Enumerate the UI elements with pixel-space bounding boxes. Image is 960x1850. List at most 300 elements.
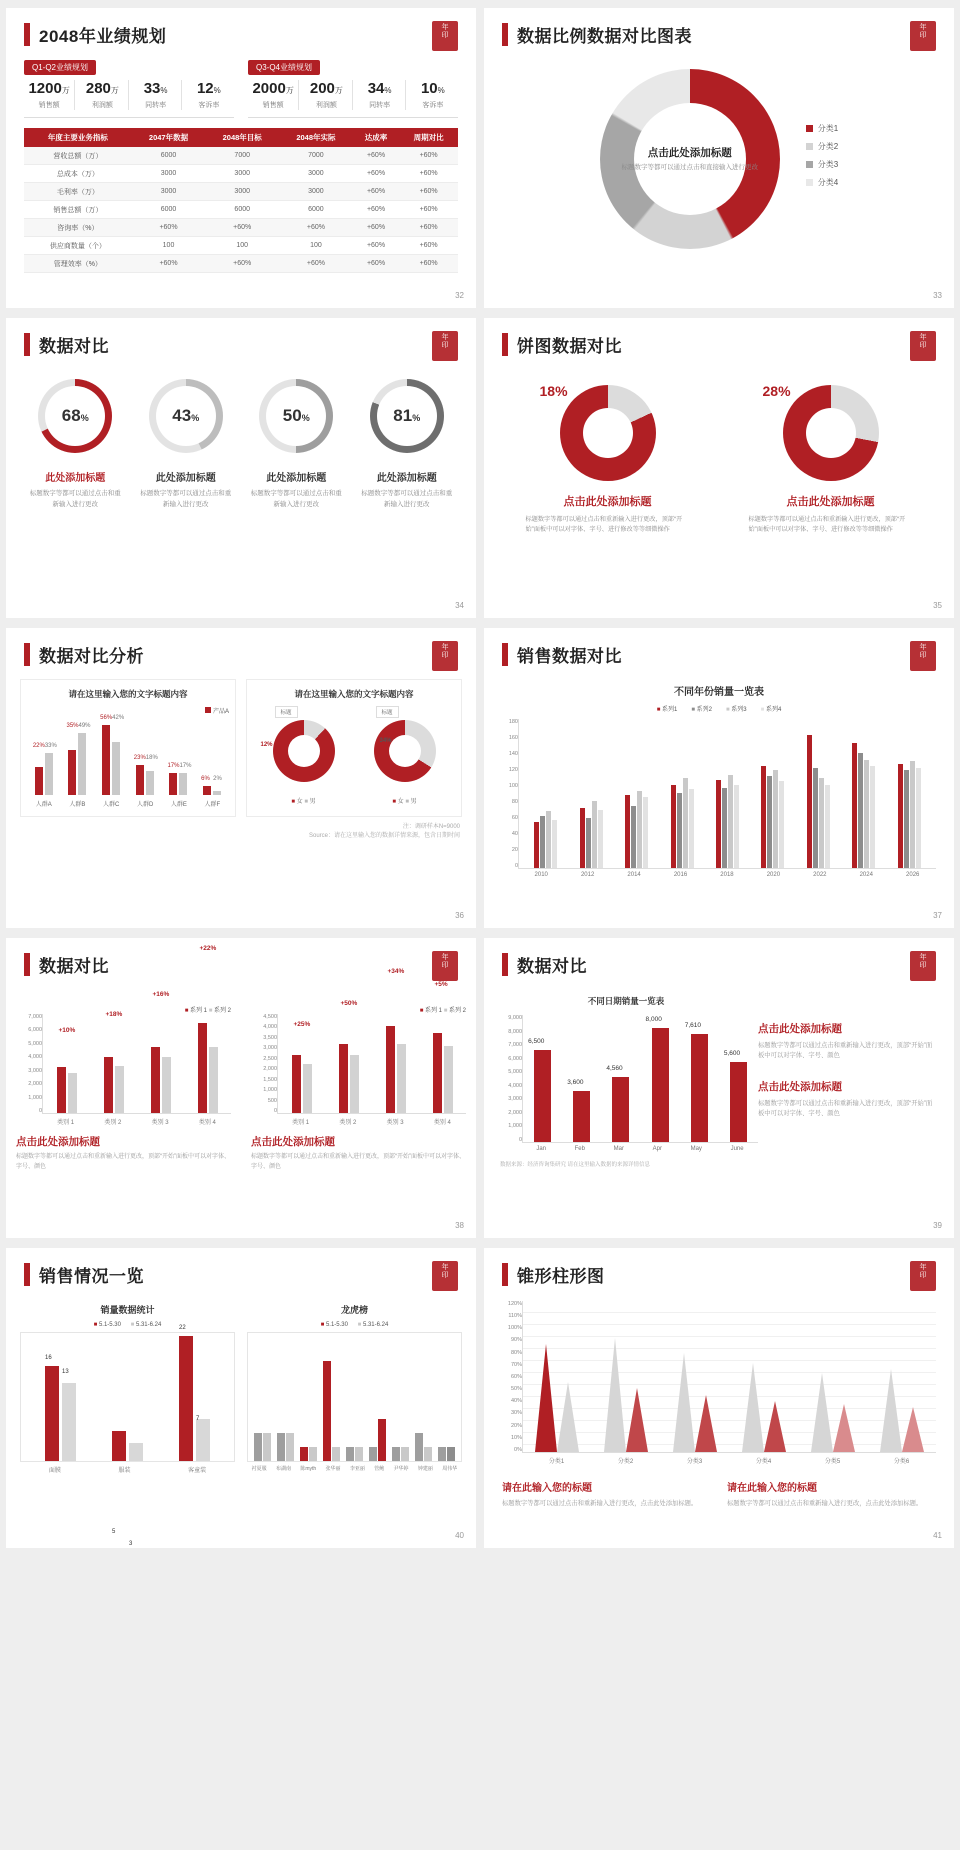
table-cell: 7000	[205, 147, 279, 165]
legend-item: ■ 系列 1	[184, 1008, 208, 1014]
axis-tick-label: 5,000	[28, 1040, 42, 1047]
axis-tick-label: 2,000	[28, 1081, 42, 1088]
bar	[904, 770, 909, 868]
bar-value-label: 17%	[167, 763, 180, 769]
kpi-label: 同转率	[369, 102, 391, 109]
bar-group	[57, 1027, 77, 1113]
donut-callout-label: 标题	[376, 706, 399, 718]
page-number: 41	[933, 1531, 942, 1540]
plot-area	[522, 1301, 936, 1453]
table-row	[24, 201, 458, 219]
axis-tick-label: 分类3	[686, 1459, 703, 1465]
page-title: 数据对比	[39, 337, 109, 356]
page-number: 38	[455, 1221, 464, 1230]
bar	[433, 1033, 442, 1113]
page-number: 32	[455, 291, 464, 300]
axis-tick-label: 4,000	[263, 1024, 277, 1031]
bar	[68, 1073, 77, 1113]
cone-bar	[535, 1344, 557, 1452]
bar	[129, 1443, 143, 1461]
donut-callout-label: 标题	[275, 706, 298, 718]
right-chart-block	[241, 968, 476, 1172]
legend-label: 女	[296, 799, 303, 805]
bar	[179, 773, 187, 795]
axis-tick-label: 1,000	[263, 1087, 277, 1094]
chart-title: 龙虎榜	[340, 1305, 368, 1315]
legend-item: ■ 5.1-5.30	[320, 1322, 348, 1328]
axis-tick-label: 面膜	[48, 1468, 61, 1474]
gauge-chart	[38, 379, 112, 453]
kpi-unit: 万	[334, 86, 343, 95]
bar	[734, 785, 739, 868]
page-title: 数据对比分析	[39, 647, 144, 666]
gauge-unit: %	[412, 413, 421, 423]
table-cell: 3000	[279, 183, 353, 201]
bar	[898, 764, 903, 868]
donut-ring	[560, 385, 656, 481]
bar	[350, 1055, 359, 1113]
donut-value-label: 34%	[379, 738, 392, 744]
axis-tick-label: 人群D	[136, 802, 154, 808]
axis-tick-label: 20	[511, 847, 518, 853]
kpi-row	[248, 75, 458, 118]
donut-ring	[374, 720, 436, 782]
bar-group	[66, 723, 91, 795]
bar	[332, 1447, 340, 1461]
axis-tick-label: 尹华婷	[393, 1466, 409, 1472]
bar	[179, 1336, 193, 1461]
page-title: 锥形柱形图	[517, 1267, 605, 1286]
kpi-unit: %	[213, 86, 221, 95]
axis-tick-label: 0	[273, 1107, 277, 1114]
bar	[552, 820, 557, 868]
donut-desc: 标题数字等都可以通过点击和重新输入进行更改，顶部“开始”面板中可以对字体、字号、进行修改等等细微操作	[748, 516, 906, 533]
axis-tick-label: 3,000	[508, 1096, 522, 1103]
page-title: 数据对比	[517, 957, 587, 976]
legend-item	[806, 141, 838, 152]
table-cell: 3000	[279, 165, 353, 183]
seal-icon: 年 印	[432, 641, 458, 671]
donut-center-title: 点击此处添加标题	[647, 147, 732, 159]
bar-value-label: 22%	[32, 743, 45, 749]
bar	[286, 1433, 294, 1461]
bar	[115, 1066, 124, 1113]
axis-tick-label: Jan	[536, 1146, 546, 1152]
legend-label: 系列2	[696, 707, 712, 713]
kpi-value: 2000	[252, 80, 286, 97]
bar-group	[346, 1447, 363, 1461]
bar	[397, 1044, 406, 1113]
axis-tick-label: 分类6	[893, 1459, 910, 1465]
x-axis	[494, 1146, 758, 1152]
bar-group	[201, 776, 222, 795]
footnote-source: Source：请在这里输入您的数据详情来源，包含日期时间	[308, 833, 460, 839]
cone-bar	[626, 1388, 648, 1452]
donut-heading: 点击此处添加标题	[563, 496, 652, 508]
bar	[196, 1419, 210, 1461]
block-desc: 标题数字等都可以通过点击和重新输入进行更改，点击此处添加标题。	[727, 1500, 923, 1507]
donut-chart	[374, 710, 436, 782]
table-cell: 6000	[132, 201, 206, 219]
growth-label: +10%	[58, 1027, 76, 1034]
slide-header	[6, 8, 476, 47]
bar-group: 5 3	[112, 1431, 143, 1461]
table-cell: +60%	[353, 183, 399, 201]
gauge-number: 50	[282, 406, 302, 425]
page-number: 37	[933, 911, 942, 920]
bar-group	[438, 1447, 455, 1461]
donut-percent-label: 18%	[539, 383, 568, 399]
bar	[716, 780, 721, 868]
seal-icon: 年 印	[910, 641, 936, 671]
legend-item	[27, 706, 229, 715]
axis-tick-label: 100%	[507, 1325, 522, 1332]
donut-item	[741, 369, 921, 535]
axis-tick-label: 类别 4	[198, 1120, 216, 1126]
bar	[671, 785, 676, 868]
gauge-heading: 此处添加标题	[155, 473, 216, 484]
bar-chart	[494, 1015, 758, 1143]
gauge-hole	[377, 386, 437, 446]
donut-chart	[260, 710, 335, 782]
donut-heading: 点击此处添加标题	[786, 496, 875, 508]
page-number: 34	[455, 601, 464, 610]
axis-tick-label: 1,500	[263, 1076, 277, 1083]
legend-item	[806, 159, 838, 170]
bar	[773, 770, 778, 868]
donut-center-text	[615, 145, 765, 173]
y-axis	[16, 1014, 42, 1114]
bar	[339, 1044, 348, 1113]
axis-tick-label: 0	[38, 1107, 42, 1114]
legend-swatch-icon	[205, 707, 211, 713]
title-accent-bar	[24, 643, 30, 666]
bar	[378, 1419, 386, 1461]
bar-chart-card	[20, 679, 236, 817]
axis-tick-label: 4,500	[263, 1014, 277, 1020]
bar-value-label: 23%	[133, 755, 146, 761]
donut-chart	[560, 385, 656, 481]
growth-label: +25%	[293, 1021, 311, 1028]
bar-group	[415, 1433, 432, 1461]
bar	[68, 750, 76, 795]
slide-37	[484, 628, 954, 928]
bar	[263, 1433, 271, 1461]
cone-group	[673, 1353, 717, 1452]
legend-item	[806, 177, 838, 188]
slide-33	[484, 8, 954, 308]
axis-tick-label: 4,000	[508, 1082, 522, 1089]
axis-tick-label: 180	[508, 719, 518, 725]
bar	[447, 1447, 455, 1461]
seal-icon: 年 印	[910, 1261, 936, 1291]
bar	[45, 753, 53, 795]
bar	[151, 1047, 160, 1113]
x-axis	[16, 1117, 231, 1126]
bar	[62, 1383, 76, 1461]
kpi-unit: 万	[61, 86, 70, 95]
growth-label: +16%	[152, 991, 170, 998]
table-cell: +60%	[205, 255, 279, 273]
bar-value-label: 6%	[201, 776, 210, 782]
bar	[323, 1361, 331, 1461]
block-heading: 点击此处添加标题	[758, 1023, 842, 1035]
bar	[112, 1431, 126, 1461]
gauge-desc: 标题数字等都可以通过点击和重新输入进行更改	[250, 490, 342, 508]
bar	[386, 1026, 395, 1113]
kpi-unit: 万	[110, 86, 119, 95]
page-title: 数据比例数据对比图表	[517, 27, 692, 46]
donut-pair	[253, 706, 455, 796]
x-axis	[247, 1465, 462, 1472]
bar	[819, 778, 824, 868]
table-cell: +60%	[353, 219, 399, 237]
bar-group	[534, 811, 557, 868]
gauge-heading: 此处添加标题	[45, 473, 106, 484]
table-cell: 3000	[205, 183, 279, 201]
bar	[162, 1057, 171, 1113]
cone-group	[880, 1369, 924, 1452]
axis-tick-label: 2022	[813, 872, 827, 878]
cone-group	[535, 1344, 579, 1452]
axis-tick-label: 110%	[508, 1313, 522, 1320]
legend-label: 系列 2	[448, 1008, 466, 1014]
axis-tick-label: 分类2	[617, 1459, 634, 1465]
bar-group	[645, 1016, 669, 1142]
axis-tick-label: 管鲍	[374, 1466, 385, 1472]
axis-tick-label: Mar	[613, 1146, 624, 1152]
bar-group	[32, 743, 57, 795]
gauge-unit: %	[301, 413, 310, 423]
axis-tick-label: 陈myth	[300, 1466, 317, 1472]
kpi-value: 10	[420, 80, 438, 97]
axis-tick-label: 2018	[720, 872, 734, 878]
legend-item: ■ 系列1	[656, 707, 678, 713]
bar-group	[606, 1065, 629, 1142]
page-title: 销售数据对比	[517, 647, 622, 666]
axis-tick-label: 10%	[510, 1434, 522, 1441]
legend-label: 女	[397, 799, 404, 805]
block-desc: 标题数字等都可以通过点击和重新输入进行更改，顶部“开始”面板中可以对字体、字号、颜色	[16, 1154, 230, 1170]
bar-value-label: 8,000	[645, 1016, 662, 1023]
left-chart-block	[20, 1303, 235, 1547]
page-number: 33	[933, 291, 942, 300]
table-header-cell: 年度主要业务指标	[24, 128, 132, 147]
bar	[292, 1055, 301, 1113]
donut-row	[484, 357, 954, 535]
table-cell: 营收总额（万）	[24, 147, 132, 165]
table-cell: 7000	[279, 147, 353, 165]
bar	[825, 785, 830, 868]
kpi-cell	[408, 80, 458, 110]
axis-tick-label: 服装	[118, 1468, 131, 1474]
axis-tick-label: 类别 1	[292, 1120, 310, 1126]
bar-group	[684, 1022, 708, 1142]
legend-item: ■ 系列 2	[208, 1008, 231, 1014]
slide-header	[6, 938, 476, 977]
table-cell: 3000	[205, 165, 279, 183]
bar-group	[151, 991, 171, 1113]
block-desc: 标题数字等都可以通过点击和重新输入进行更改，顶部“开始”面板中可以对字体、字号、颜色	[251, 1154, 465, 1170]
legend-item: ■ 女 ■ 男	[291, 799, 316, 805]
table-cell: 100	[205, 237, 279, 255]
kpi-section	[6, 47, 476, 118]
axis-tick-label: 30%	[510, 1410, 522, 1417]
slide-header	[484, 8, 954, 47]
donut-value-label: 12%	[260, 742, 273, 748]
bar	[540, 816, 545, 868]
bar-group	[300, 1447, 317, 1461]
chart-footnote: 数据来源：经济咨询集研究 请在这里输入数据的来源详情信息	[500, 1162, 651, 1168]
chart-legend	[806, 123, 838, 195]
bar	[546, 811, 551, 868]
seal-icon: 年 印	[910, 21, 936, 51]
kpi-tag: Q1-Q2业绩规划	[24, 60, 96, 75]
growth-label: +34%	[387, 968, 405, 975]
bar	[573, 1091, 590, 1142]
axis-tick-label: 2024	[859, 872, 873, 878]
footnote-sample: 注：调研样本N=9000	[402, 824, 460, 830]
table-cell: 咨询率（%）	[24, 219, 132, 237]
axis-tick-label: 类别 4	[433, 1120, 451, 1126]
title-accent-bar	[24, 953, 30, 976]
table-cell: +60%	[353, 255, 399, 273]
bar-group	[339, 1000, 359, 1113]
axis-tick-label: 人群B	[69, 802, 86, 808]
table-cell: +60%	[353, 201, 399, 219]
bar-value-label: 4,560	[606, 1065, 623, 1072]
seal-icon: 年 印	[910, 951, 936, 981]
gauge-heading: 此处添加标题	[376, 473, 437, 484]
axis-tick-label: 500	[267, 1097, 277, 1104]
table-cell: +60%	[132, 219, 206, 237]
axis-tick-label: 1,000	[508, 1123, 522, 1130]
table-cell: +60%	[399, 255, 458, 273]
bar	[625, 795, 630, 868]
axis-tick-label: 80	[511, 799, 518, 805]
legend-item: ■ 系列 1	[419, 1008, 443, 1014]
bar-group	[277, 1433, 294, 1461]
cone-bar	[695, 1395, 717, 1452]
block-heading: 请在此输入您的标题	[502, 1483, 592, 1494]
bar-value-label: 49%	[78, 723, 91, 729]
bar-group	[254, 1433, 271, 1461]
gauge-desc: 标题数字等都可以通过点击和重新输入进行更改	[140, 490, 232, 508]
kpi-group-q1q2	[24, 57, 234, 118]
kpi-cell	[77, 80, 128, 110]
bar-chart	[484, 713, 954, 869]
kpi-cell	[301, 80, 352, 110]
bar-group	[369, 1419, 386, 1461]
axis-tick-label: 2014	[627, 872, 641, 878]
axis-tick-label: 2026	[906, 872, 920, 878]
kpi-cell	[248, 80, 299, 110]
cone-group	[604, 1338, 648, 1452]
bar	[104, 1057, 113, 1113]
bar-value-label: 56%	[100, 715, 113, 721]
table-row	[24, 237, 458, 255]
bar	[722, 788, 727, 868]
bar	[401, 1447, 409, 1461]
cone-bar	[764, 1401, 786, 1452]
axis-tick-label: 5,000	[508, 1069, 522, 1076]
axis-tick-label: 2020	[766, 872, 781, 878]
kpi-unit: %	[437, 86, 445, 95]
bar	[254, 1433, 262, 1461]
chart-legend	[20, 1322, 235, 1328]
page-title: 2048年业绩规划	[39, 27, 167, 46]
slide-header	[484, 938, 954, 977]
gauge-value	[393, 406, 420, 426]
axis-tick-label: 钟建丽	[417, 1466, 433, 1472]
bar	[643, 797, 648, 868]
y-axis	[494, 1015, 522, 1143]
axis-tick-label: 6,000	[508, 1055, 522, 1062]
legend-item: ■ 系列4	[760, 707, 782, 713]
axis-tick-label: 分类5	[824, 1459, 841, 1465]
bar-group	[100, 715, 125, 795]
kpi-unit: 万	[285, 86, 294, 95]
legend-label: 分类1	[817, 124, 839, 133]
cone-bar	[880, 1369, 902, 1452]
axis-tick-label: 客童装	[188, 1468, 207, 1474]
block-heading: 请在此输入您的标题	[727, 1483, 817, 1494]
kpi-label: 销售额	[38, 102, 60, 109]
bar-group	[723, 1050, 747, 1142]
bar	[870, 766, 875, 868]
table-row	[24, 255, 458, 273]
bar	[424, 1447, 432, 1461]
axis-tick-label: 7,000	[508, 1042, 522, 1049]
donut-hole	[389, 735, 421, 767]
bar-group	[323, 1361, 340, 1461]
slide-header	[6, 318, 476, 357]
bar	[637, 791, 642, 868]
chart-footnotes	[6, 817, 476, 841]
bar-group	[292, 1021, 312, 1113]
slide-header	[484, 1248, 954, 1287]
axis-tick-label: 40%	[510, 1398, 522, 1405]
bar	[309, 1447, 317, 1461]
bar	[580, 808, 585, 868]
table-cell: 总成本（万）	[24, 165, 132, 183]
legend-label: 5.31-6.24	[135, 1322, 162, 1328]
page-title: 销售情况一览	[39, 1267, 144, 1286]
analysis-cards	[6, 667, 476, 817]
gauge-ring	[370, 379, 444, 453]
axis-tick-label: 2010	[534, 872, 548, 878]
bar-group	[167, 763, 192, 795]
bar-group	[528, 1038, 551, 1142]
bar-group	[386, 968, 406, 1113]
table-cell: 3000	[132, 165, 206, 183]
donut-hole	[806, 408, 856, 458]
bar	[728, 775, 733, 868]
gauge-value	[283, 406, 310, 426]
kpi-group-q3q4	[248, 57, 458, 118]
gauge-number: 68	[61, 406, 81, 425]
bar	[392, 1447, 400, 1461]
legend-label: 5.1-5.30	[98, 1322, 121, 1328]
slide-34	[6, 318, 476, 618]
table-cell: +60%	[353, 165, 399, 183]
bar	[689, 789, 694, 868]
axis-tick-label: Feb	[574, 1146, 585, 1152]
bar	[807, 735, 812, 868]
legend-label: 系列 2	[213, 1008, 231, 1014]
bar-value-label: 35%	[66, 723, 79, 729]
axis-tick-label: 周伟华	[442, 1466, 458, 1472]
